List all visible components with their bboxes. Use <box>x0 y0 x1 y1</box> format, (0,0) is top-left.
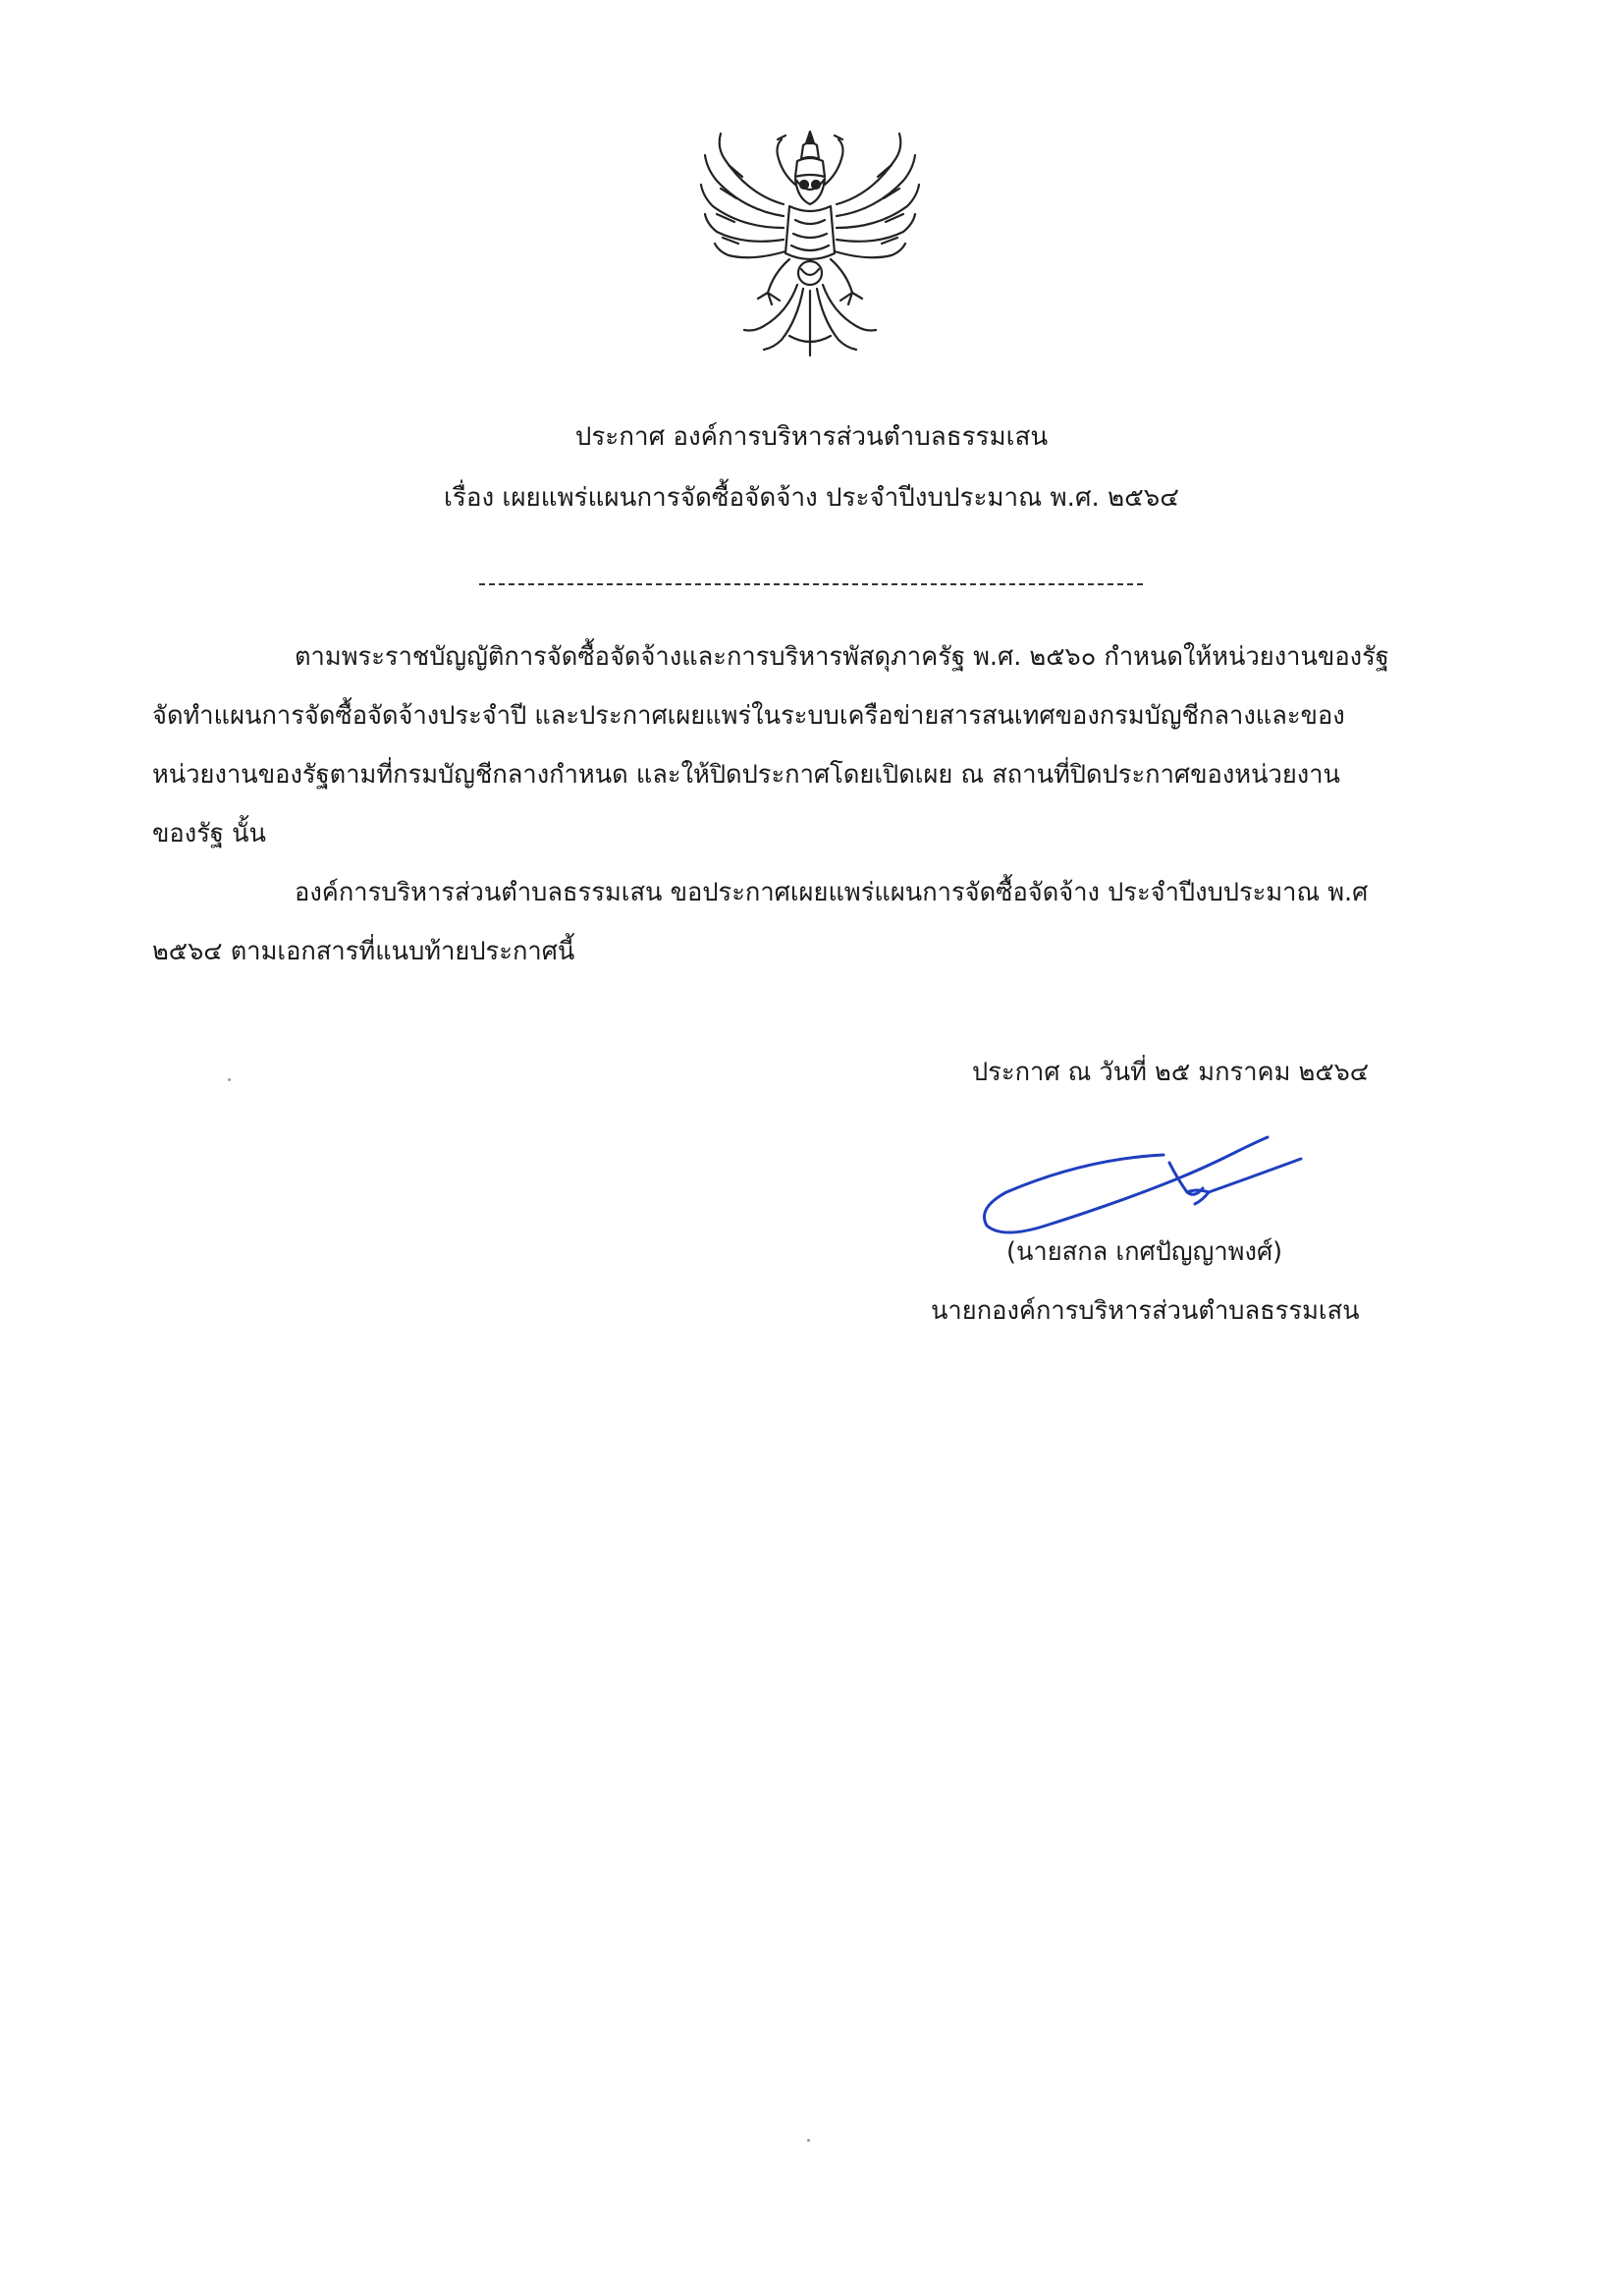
announcement-subject: เรื่อง เผยแพร่แผนการจัดซื้อจัดจ้าง ประจำปีงบประมาณ พ.ศ. ๒๕๖๔ <box>444 483 1179 513</box>
body-paragraph-1-line-2: จัดทำแผนการจัดซื้อจัดจ้างประจำปี และประกาศเผยแพร่ในระบบเครือข่ายสารสนเทศของกรมบัญชีกลางและของ <box>152 701 1345 731</box>
signer-title: นายกองค์การบริหารส่วนตำบลธรรมเสน <box>931 1296 1360 1326</box>
body-paragraph-2-line-1: องค์การบริหารส่วนตำบลธรรมเสน ขอประกาศเผยแพร่แผนการจัดซื้อจัดจ้าง ประจำปีงบประมาณ พ.ศ <box>295 878 1369 907</box>
body-paragraph-1-line-3: หน่วยงานของรัฐตามที่กรมบัญชีกลางกำหนด และให้ปิดประกาศโดยเปิดเผย ณ สถานที่ปิดประกาศของหน่วยงาน <box>152 760 1340 790</box>
body-paragraph-1-line-4: ของรัฐ นั้น <box>152 819 266 848</box>
paper-speck <box>807 2139 810 2142</box>
body-paragraph-2-line-2: ๒๕๖๔ ตามเอกสารที่แนบท้ายประกาศนี้ <box>152 937 575 966</box>
paper-speck <box>228 1078 231 1081</box>
signer-name: (นายสกล เกศปัญญาพงศ์) <box>1006 1237 1283 1267</box>
dashed-divider <box>479 583 1143 585</box>
announcement-date: ประกาศ ณ วันที่ ๒๕ มกราคม ๒๕๖๔ <box>972 1058 1370 1087</box>
announcement-title: ประกาศ องค์การบริหารส่วนตำบลธรรมเสน <box>574 422 1049 452</box>
garuda-emblem-icon <box>699 126 921 361</box>
body-paragraph-1-line-1: ตามพระราชบัญญัติการจัดซื้อจัดจ้างและการบริหารพัสดุภาครัฐ พ.ศ. ๒๕๖๐ กำหนดให้หน่วยงานของรัฐ <box>295 642 1389 672</box>
